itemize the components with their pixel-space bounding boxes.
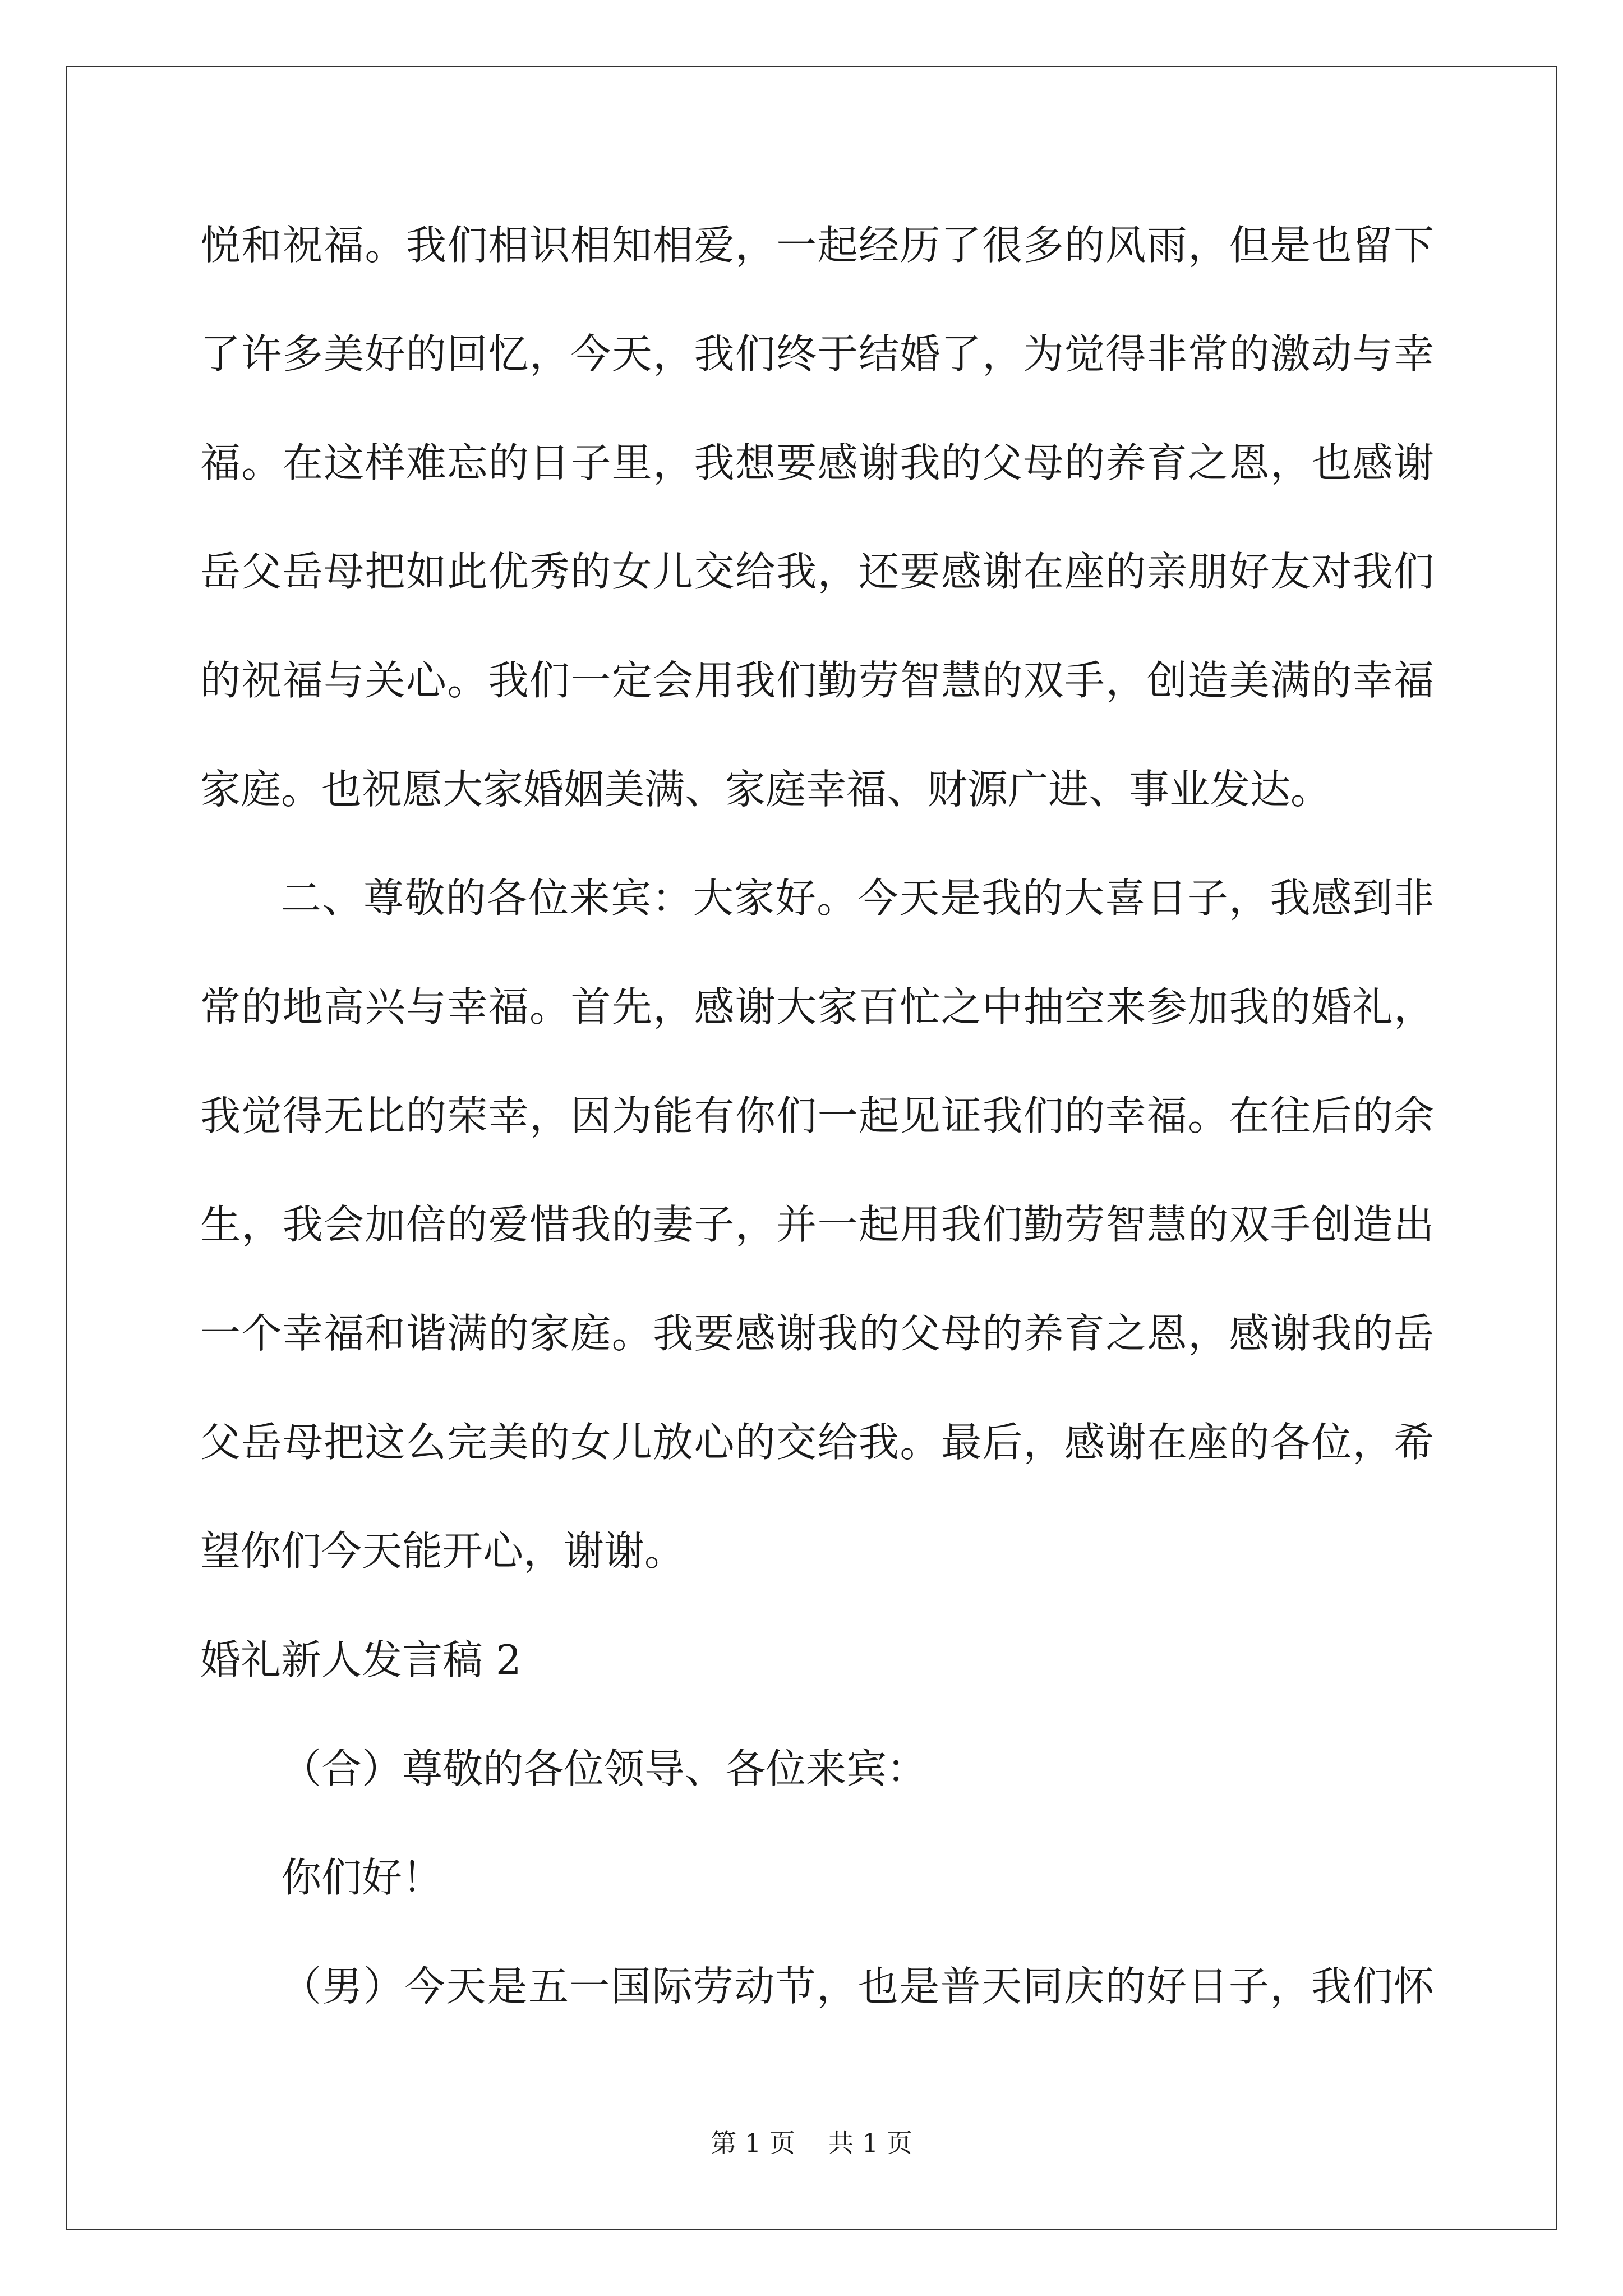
paragraph-line: 岳父岳母把如此优秀的女儿交给我，还要感谢在座的亲朋好友对我们 xyxy=(200,548,1434,595)
paragraph-line: 了许多美好的回忆，今天，我们终于结婚了，为觉得非常的激动与幸 xyxy=(200,330,1434,378)
paragraph-line: 望你们今天能开心，谢谢。 xyxy=(200,1527,685,1575)
paragraph-line: 生，我会加倍的爱惜我的妻子，并一起用我们勤劳智慧的双手创造出 xyxy=(200,1201,1434,1248)
paragraph-line: （男）今天是五一国际劳动节，也是普天同庆的好日子，我们怀 xyxy=(281,1963,1434,2010)
paragraph-line: （合）尊敬的各位领导、各位来宾： xyxy=(281,1745,928,1792)
paragraph-line: 福。在这样难忘的日子里，我想要感谢我的父母的养育之恩，也感谢 xyxy=(200,439,1434,486)
paragraph-line: 家庭。也祝愿大家婚姻美满、家庭幸福、财源广进、事业发达。 xyxy=(200,766,1331,813)
paragraph-line: 悦和祝福。我们相识相知相爱，一起经历了很多的风雨，但是也留下 xyxy=(200,222,1434,269)
page-footer: 第 1 页 共 1 页 xyxy=(711,2128,912,2158)
paragraph-line: 二、尊敬的各位来宾：大家好。今天是我的大喜日子，我感到非 xyxy=(281,875,1434,922)
section-heading: 婚礼新人发言稿 2 xyxy=(200,1636,522,1683)
paragraph-line: 常的地高兴与幸福。首先，感谢大家百忙之中抽空来参加我的婚礼， xyxy=(200,983,1434,1030)
document-body xyxy=(200,0,1434,2076)
paragraph-line: 一个幸福和谐满的家庭。我要感谢我的父母的养育之恩，感谢我的岳 xyxy=(200,1310,1434,1357)
paragraph-line: 你们好！ xyxy=(281,1854,443,1901)
paragraph-line: 的祝福与关心。我们一定会用我们勤劳智慧的双手，创造美满的幸福 xyxy=(200,657,1434,704)
paragraph-line: 我觉得无比的荣幸，因为能有你们一起见证我们的幸福。在往后的余 xyxy=(200,1092,1434,1139)
paragraph-line: 父岳母把这么完美的女儿放心的交给我。最后，感谢在座的各位，希 xyxy=(200,1419,1434,1466)
